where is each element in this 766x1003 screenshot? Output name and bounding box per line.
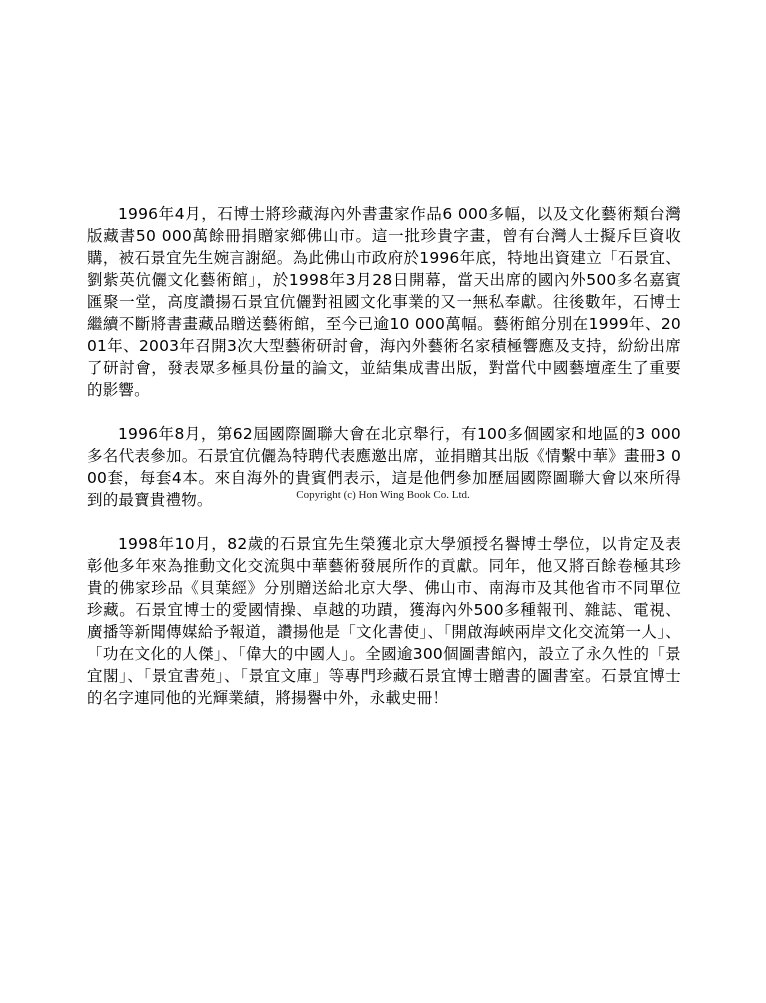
paragraph-2: 1996年8月，第62屆國際圖聯大會在北京舉行，有100多個國家和地區的3 000多名代表參加。石景宜伉儷為特聘代表應邀出席，並捐贈其出版《情繫中華》畫冊3 000套，每套4本。來自海外的貴賓們表示，這是他們參加歷屆國際圖聯大會以來所得到的最寶貴禮物。 (87, 425, 681, 509)
paragraph-1: 1996年4月，石博士將珍藏海內外書畫家作品6 000多幅，以及文化藝術類台灣版藏書50 000萬餘冊捐贈家鄉佛山市。這一批珍貴字畫，曾有台灣人士擬斥巨資收購，被石景宜先生婉言謝絕。為此佛山市政府於1996年底，特地出資建立「石景宜、劉紫英伉儷文化藝術館」，於1998年3月28日開幕，當天出席的國內外500多名嘉賓匯聚一堂，高度讚揚石景宜伉儷對祖國文化事業的又一無私奉獻。往後數年，石博士繼續不斷將書畫藏品贈送藝術館，至今已逾10 000萬幅。藝術館分別在1999年、2001年、2003年召開3次大型藝術研討會，海內外藝術名家積極響應及支持，紛紛出席了研討會，發表眾多極具份量的論文，並結集成書出版，對當代中國藝壇產生了重要的影響。 (87, 205, 681, 399)
copyright-watermark: Copyright (c) Hon Wing Book Co. Ltd. (296, 489, 470, 501)
paragraph-3: 1998年10月，82歲的石景宜先生榮獲北京大學頒授名譽博士學位，以肯定及表彰他多年來為推動文化交流與中華藝術發展所作的貢獻。同年，他又將百餘卷極其珍貴的佛家珍品《貝葉經》分別贈送給北京大學、佛山市、南海市及其他省市不同單位珍藏。石景宜博士的愛國情操、卓越的功蹟，獲海內外500多種報刊、雜誌、電視、廣播等新聞傳媒給予報道，讚揚他是「文化書使」、「開啟海峽兩岸文化交流第一人」、「功在文化的人傑」、「偉大的中國人」。全國逾300個圖書館內，設立了永久性的「景宜閣」、「景宜書苑」、「景宜文庫」等專門珍藏石景宜博士贈書的圖書室。石景宜博士的名字連同他的光輝業績，將揚譽中外，永載史冊！ (87, 535, 681, 707)
body-text (87, 203, 681, 709)
